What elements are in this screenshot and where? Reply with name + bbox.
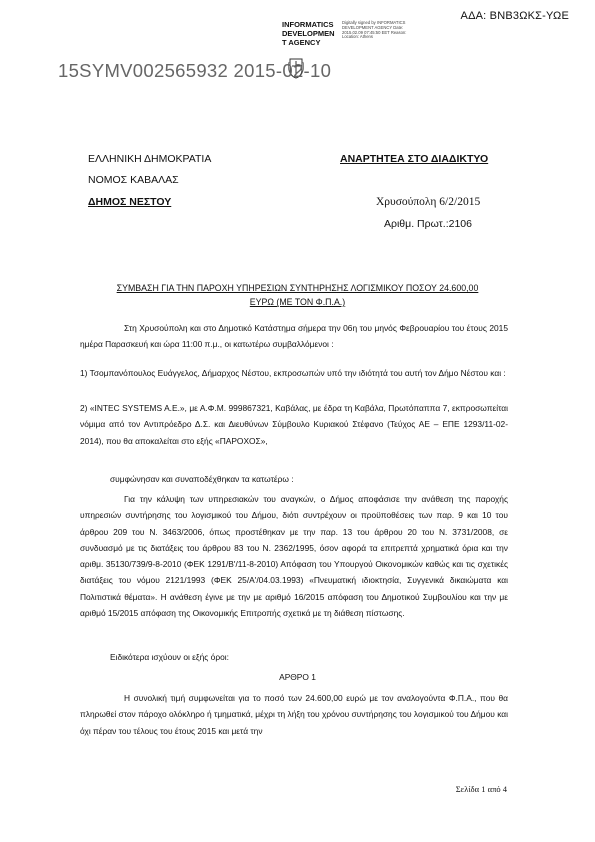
document-id: 15SYMV002565932 2015-02-10 bbox=[58, 60, 332, 81]
letterhead-republic: ΕΛΛΗΝΙΚΗ ΔΗΜΟΚΡΑΤΙΑ bbox=[88, 153, 212, 165]
agreed-line: συμφώνησαν και συναποδέχθηκαν τα κατωτέρω : bbox=[110, 474, 294, 484]
main-paragraph: Για την κάλυψη των υπηρεσιακών του αναγκών, ο Δήμος αποφάσισε την ανάθεση της παροχής υπηρεσιών συντήρησης του λογισμικού του Δήμου, διότι συντρέχουν οι προϋποθέσεις των παρ. 9 και 10 του άρθρου 209 του Ν. 3463/2006, όπως προστέθηκαν με την παρ. 13 του άρθρου 20 του Ν. 3731/2008, σε συνδυασμό με τις διατάξεις του άρθρου 83 του Ν. 2362/1995, όσον αφορά τα επιτρεπτά χρηματικά όρια και την αριθμ. 35130/739/9-8-2010 (ΦΕΚ 1291/Β'/11-8-2010) Απόφαση του Υπουργού Οικονομικών καθώς και τις σχετικές διατάξεις του νόμου 2121/1993 (ΦΕΚ 25/Α'/04.03.1993) «Πνευματική ιδιοκτησία, Συγγενικά δικαιώματα και Πολιτιστικά θέματα». Η ανάθεση έγινε με την με αριθμό 16/2015 απόφαση του Δημοτικού Συμβουλίου και την με αριθμό 15/2015 απόφαση της Οικονομικής Επιτροπής σχετικά με τη διάθεση πίστωσης. bbox=[80, 494, 508, 619]
article-text: Η συνολική τιμή συμφωνείται για το ποσό των 24.600,00 ευρώ με τον αναλογούντα Φ.Π.Α., που θα πληρωθεί στον πάροχο ολόκληρο ή τμηματικά, μέχρι τη λήξη του χρόνου συντήρησης του λογισμικού του Δήμου και όχι πέραν του τέλους του έτους 2015 και μετά την bbox=[80, 693, 508, 736]
protocol-number: Αριθμ. Πρωτ.:2106 bbox=[384, 218, 472, 230]
party-two: 2) «INTEC SYSTEMS A.E.», με Α.Φ.Μ. 999867321, Καβάλας, με έδρα τη Καβάλα, Πρωτόπαππα 7, εκπροσωπείται νόμιμα από τον Αντιπρόεδρο Δ.Σ. και Διευθύνων Σύμβουλο Κυριακού Στέφανο (Τεύχος ΑΕ – ΕΠΕ 1293/11-02-2014), που θα αποκαλείται στο εξής «ΠΑΡΟΧΟΣ», bbox=[80, 403, 508, 446]
intro-paragraph: Στη Χρυσούπολη και στο Δημοτικό Κατάστημα σήμερα την 06η του μηνός Φεβρουαρίου του έτους 2015 ημέρα Παρασκευή και ώρα 11:00 π.μ., οι κατωτέρω συμβαλλόμενοι : bbox=[80, 323, 508, 350]
contract-title-line1: ΣΥΜΒΑΣΗ ΓΙΑ ΤΗΝ ΠΑΡΟΧΗ ΥΠΗΡΕΣΙΩΝ ΣΥΝΤΗΡΗΣΗΣ ΛΟΓΙΣΜΙΚΟΥ ΠΟΣΟΥ 24.600,00 bbox=[116, 283, 479, 293]
contract-title-line2: ΕΥΡΩ (ΜΕ ΤΟΝ Φ.Π.Α.) bbox=[249, 297, 346, 307]
terms-intro: Ειδικότερα ισχύουν οι εξής όροι: bbox=[110, 652, 229, 662]
article-heading: ΑΡΘΡΟ 1 bbox=[279, 672, 316, 682]
ada-code: ΑΔΑ: ΒΝΒ3ΩΚΣ-ΥΩΕ bbox=[460, 10, 569, 22]
document-date: Χρυσούπολη 6/2/2015 bbox=[376, 196, 481, 208]
signature-name: INFORMATICS DEVELOPMEN T AGENCY bbox=[282, 20, 335, 47]
digital-signature bbox=[282, 20, 414, 60]
page-number: Σελίδα 1 από 4 bbox=[455, 784, 507, 794]
signature-meta: Digitally signed by INFORMATICS DEVELOPMENT AGENCY Date: 2015.02.09 07:45:50 EET Reason: Location: Athens bbox=[342, 20, 407, 40]
letterhead-prefecture: ΝΟΜΟΣ ΚΑΒΑΛΑΣ bbox=[88, 174, 179, 186]
party-one: 1) Τσομπανόπουλος Ευάγγελος, Δήμαρχος Νέστου, εκπροσωπών υπό την ιδιότητά του αυτή τον Δήμο Νέστου και : bbox=[80, 368, 506, 378]
publish-notice: ΑΝΑΡΤΗΤΕΑ ΣΤΟ ΔΙΑΔΙΚΤΥΟ bbox=[340, 153, 489, 165]
letterhead-municipality: ΔΗΜΟΣ ΝΕΣΤΟΥ bbox=[88, 196, 172, 208]
